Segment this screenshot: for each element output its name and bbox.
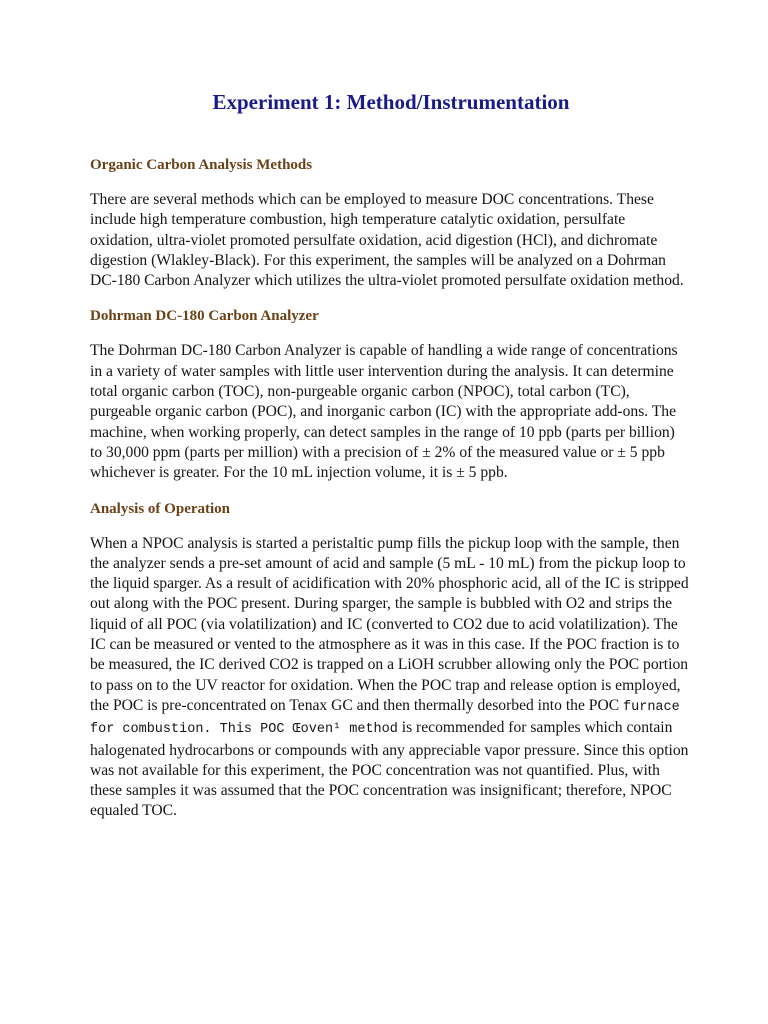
paragraph-dohrman-analyzer: The Dohrman DC-180 Carbon Analyzer is capable of handling a wide range of concentrations in a variety of water samples with little user intervention during the analysis. It can determine total organic carbon (TOC), non-purgeable organic carbon (NPOC), total carbon (TC), purgeable organic carbon (POC), and inorganic carbon (IC) with the appropriate add-ons. The machine, when working properly, can detect samples in the range of 10 ppb (parts per billion) to 30,000 ppm (parts per million) with a precision of ± 2% of the measured value or ± 5 ppb whichever is greater. For the 10 mL injection volume, it is ± 5 ppb. [90,342,678,482]
paragraph-text-part1: When a NPOC analysis is started a peristaltic pump fills the pickup loop with the sample, then the analyzer sends a pre-set amount of acid and sample (5 mL - 10 mL) from the pickup loop to the liquid sparger. As a result of acidification with 20% phosphoric acid, all of the IC is stripped out along with the POC present. During sparger, the sample is bubbled with O2 and strips the liquid of all POC (via volatilization) and IC (converted to CO2 due to acid volatilization). The IC can be measured or vented to the atmosphere as it was in this case. If the POC fraction is to be measured, the IC derived CO2 is trapped on a LiOH scrubber allowing only the POC portion to pass on to the UV reactor for oxidation. When the POC trap and release option is employed, the POC is pre-concentrated on Tenax GC and then thermally desorbed into the POC [90,534,689,714]
paragraph-analysis-of-operation [90,534,690,822]
paragraph-text-part2: is recommended for samples which contain halogenated hydrocarbons or compounds with any appreciable vapor pressure. Since this option was not available for this experiment, the POC concentration was not quantified. Plus, with these samples it was assumed that the POC concentration was insignificant; therefore, NPOC equaled TOC. [90,719,689,820]
paragraph-text-mono-fragment: furnace for combustion. This POC Œoven¹ method [90,699,680,738]
paragraph-organic-carbon-methods: There are several methods which can be employed to measure DOC concentrations. These include high temperature combustion, high temperature catalytic oxidation, persulfate oxidation, ultra-violet promoted persulfate oxidation, acid digestion (HCl), and dichromate digestion (Wlakley-Black). For this experiment, the samples will be analyzed on a Dohrman DC-180 Carbon Analyzer which utilizes the ultra-violet promoted persulfate oxidation method. [90,191,684,290]
page-title: Experiment 1: Method/Instrumentation [212,90,570,114]
section-heading-organic-carbon-methods: Organic Carbon Analysis Methods [90,157,313,173]
section-heading-analysis-of-operation: Analysis of Operation [90,500,231,517]
document-page [90,90,690,839]
section-heading-dohrman-analyzer: Dohrman DC-180 Carbon Analyzer [90,308,319,325]
